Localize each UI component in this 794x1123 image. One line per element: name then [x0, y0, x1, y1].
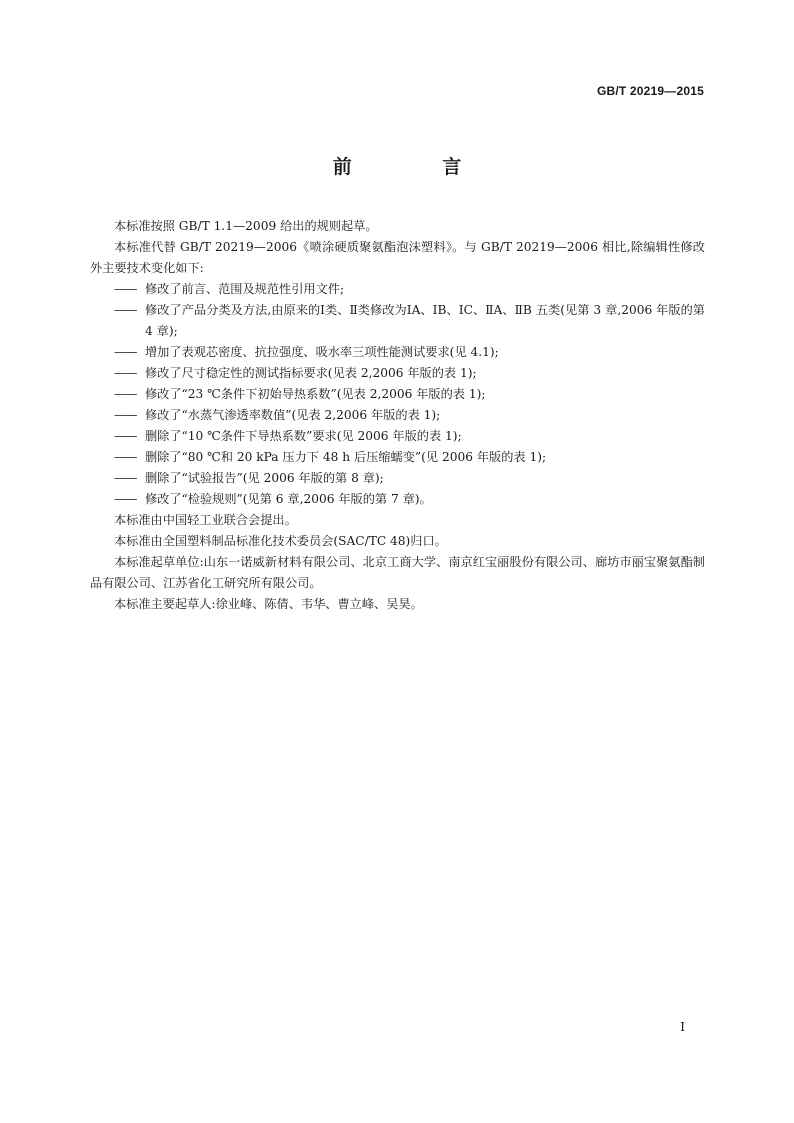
list-dash: ——: [114, 408, 137, 422]
paragraph-drafting-rules: 本标准按照 GB/T 1.1—2009 给出的规则起草。: [114, 219, 378, 233]
foreword-body: [90, 216, 705, 615]
list-item: [90, 363, 705, 384]
paragraph-drafters: 本标准主要起草人:徐业峰、陈倩、韦华、曹立峰、吴昊。: [114, 597, 423, 611]
list-dash: ——: [114, 366, 137, 380]
page-title: 前 言: [332, 156, 504, 178]
list-item: [90, 279, 705, 300]
list-item: [90, 426, 705, 447]
list-item-text: 修改了前言、范围及规范性引用文件;: [145, 282, 345, 296]
list-item: [90, 447, 705, 468]
list-item: [90, 300, 705, 342]
list-item-text: 修改了“检验规则”(见第 6 章,2006 年版的第 7 章)。: [145, 492, 432, 506]
list-item: [90, 489, 705, 510]
list-dash: ——: [114, 471, 137, 485]
list-item-text: 删除了“试验报告”(见 2006 年版的第 8 章);: [145, 471, 384, 485]
paragraph-committee: 本标准由全国塑料制品标准化技术委员会(SAC/TC 48)归口。: [114, 534, 447, 548]
list-dash: ——: [114, 387, 137, 401]
list-item: [90, 405, 705, 426]
list-dash: ——: [114, 429, 137, 443]
list-item-text: 修改了尺寸稳定性的测试指标要求(见表 2,2006 年版的表 1);: [145, 366, 477, 380]
paragraph-drafting-units: 本标准起草单位:山东一诺威新材料有限公司、北京工商大学、南京红宝丽股份有限公司、廊坊市丽宝聚氨酯制品有限公司、江苏省化工研究所有限公司。: [90, 555, 705, 590]
page-number: Ⅰ: [680, 1020, 685, 1034]
list-item: [90, 342, 705, 363]
list-item-text: 修改了“23 ℃条件下初始导热系数”(见表 2,2006 年版的表 1);: [145, 387, 486, 401]
list-item-text: 删除了“80 ℃和 20 kPa 压力下 48 h 后压缩蠕变”(见 2006 年版的表 1);: [145, 450, 547, 464]
list-dash: ——: [114, 492, 137, 506]
list-dash: ——: [114, 303, 137, 317]
list-dash: ——: [114, 282, 137, 296]
standard-number: GB/T 20219—2015: [596, 84, 704, 98]
list-item: [90, 468, 705, 489]
list-item-text: 增加了表观芯密度、抗拉强度、吸水率三项性能测试要求(见 4.1);: [145, 345, 499, 359]
list-item-text: 修改了“水蒸气渗透率数值”(见表 2,2006 年版的表 1);: [145, 408, 441, 422]
list-item-text: 修改了产品分类及方法,由原来的Ⅰ类、Ⅱ类修改为ⅠA、ⅠB、ⅠC、ⅡA、ⅡB 五类(见第 3 章,2006 年版的第 4 章);: [145, 303, 705, 338]
list-item-text: 删除了“10 ℃条件下导热系数”要求(见 2006 年版的表 1);: [145, 429, 462, 443]
paragraph-proposer: 本标准由中国轻工业联合会提出。: [114, 513, 297, 527]
list-item: [90, 384, 705, 405]
list-dash: ——: [114, 345, 137, 359]
list-dash: ——: [114, 450, 137, 464]
paragraph-replacement: 本标准代替 GB/T 20219—2006《喷涂硬质聚氨酯泡沫塑料》。与 GB/T 20219—2006 相比,除编辑性修改外主要技术变化如下:: [90, 240, 705, 275]
